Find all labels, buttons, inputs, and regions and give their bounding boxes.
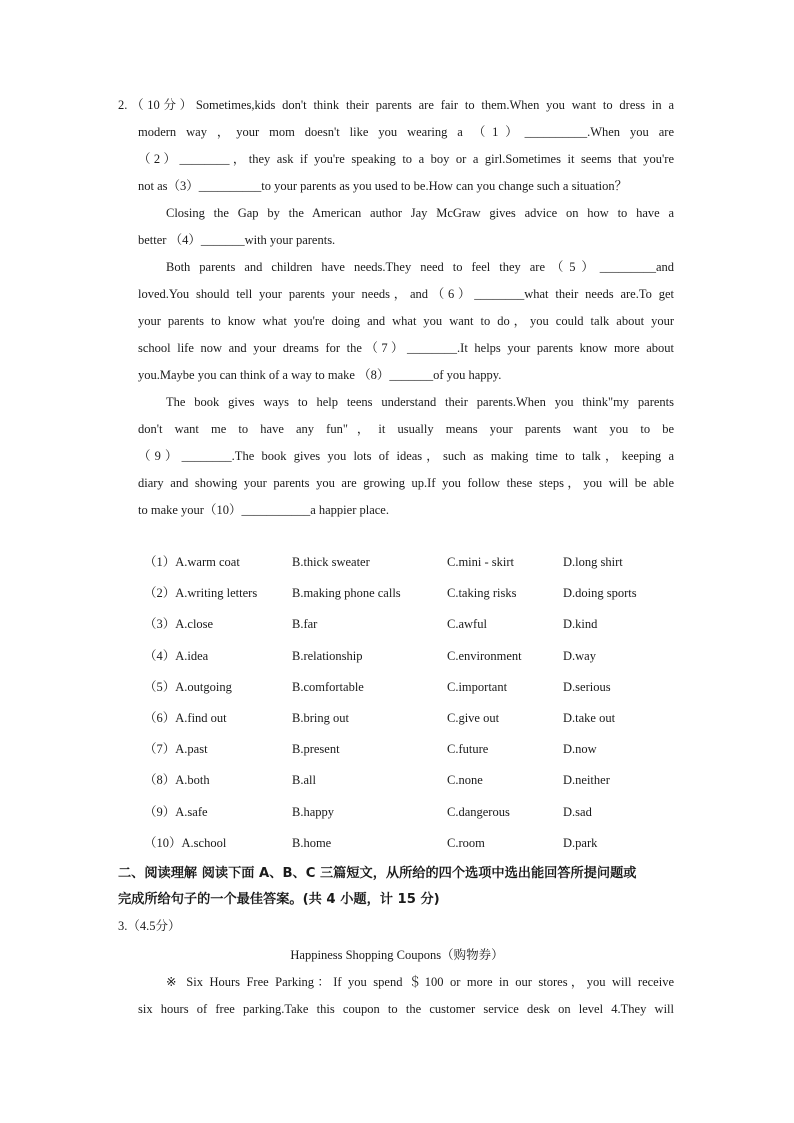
option-d: D.now [563, 742, 597, 757]
option-row [144, 765, 664, 796]
option-a: （8）A.both [144, 773, 210, 788]
passage-line: diary and showing your parents you are growing up.If you follow these steps，you will be able [138, 476, 674, 490]
passage-line: to make your（10）___________a happier place. [138, 503, 389, 517]
option-b: B.far [292, 617, 318, 632]
passage-line: The book gives ways to help teens understand their parents.When you think"my parents [166, 395, 674, 409]
option-b: B.present [292, 742, 340, 757]
option-b: B.happy [292, 804, 335, 819]
option-c: C.room [447, 835, 485, 850]
passage-line: Closing the Gap by the American author Jay McGraw gives advice on how to have a [166, 206, 674, 220]
section-heading [118, 861, 678, 913]
coupon-paragraph [138, 969, 674, 1023]
option-d: D.kind [563, 617, 598, 632]
option-row [144, 609, 664, 640]
option-row [144, 734, 664, 765]
option-d: D.park [563, 835, 598, 850]
option-a: （3）A.close [144, 617, 214, 632]
passage-line: your parents to know what you're doing and what you want to do，you could talk about your [138, 314, 674, 328]
option-d: D.take out [563, 710, 616, 725]
option-a: （6）A.find out [144, 710, 227, 725]
option-b: B.relationship [292, 648, 363, 663]
option-row [144, 547, 664, 578]
option-a: （1）A.warm coat [144, 555, 240, 569]
option-c: C.environment [447, 648, 522, 663]
option-d: D.serious [563, 679, 611, 694]
option-row [144, 641, 664, 672]
option-d: D.long shirt [563, 555, 623, 569]
passage-line: school life now and your dreams for the（7）________.It helps your parents know more about [138, 341, 674, 355]
option-row [144, 828, 664, 859]
option-b: B.thick sweater [292, 555, 370, 569]
passage-line: （2）________，they ask if you're speaking to a boy or a girl.Sometimes it seems that you're [138, 152, 674, 166]
coupon-line: six hours of free parking.Take this coupon to the customer service desk on level 4.They will [138, 1002, 674, 1016]
option-c: C.mini - skirt [447, 555, 515, 569]
option-row [144, 703, 664, 734]
option-c: C.future [447, 742, 489, 757]
passage-line: modern way ，your mom doesn't like you wearing a （1）__________.When you are [138, 125, 674, 139]
option-b: B.home [292, 835, 332, 850]
passage-line: 2.（10分）Sometimes,kids don't think their parents are fair to them.When you want to dress in a [118, 98, 674, 112]
passage-line: Both parents and children have needs.They need to feel they are（5）_________and [166, 260, 674, 274]
option-a: （5）A.outgoing [144, 679, 232, 694]
option-c: C.awful [447, 617, 487, 632]
option-c: C.dangerous [447, 804, 510, 819]
option-a: （2）A.writing letters [144, 586, 258, 601]
passage-line: better （4）_______with your parents. [138, 233, 336, 247]
passage-line: （9）________.The book gives you lots of ideas，such as making time to talk，keeping a [138, 449, 674, 463]
option-a: （10）A.school [144, 835, 227, 850]
option-c: C.none [447, 773, 483, 788]
option-b: B.all [292, 773, 316, 788]
question-3-label: 3.（4.5分） [118, 919, 181, 933]
option-d: D.doing sports [563, 586, 637, 601]
option-c: C.important [447, 679, 508, 694]
answer-options [144, 547, 664, 859]
option-d: D.neither [563, 773, 610, 788]
option-b: B.making phone calls [292, 586, 401, 601]
option-a: （9）A.safe [144, 804, 208, 819]
option-a: （4）A.idea [144, 648, 209, 663]
option-row [144, 672, 664, 703]
coupon-line: ※ Six Hours Free Parking：If you spend ＄100 or more in our stores，you will receive [166, 975, 674, 989]
question-2-passage [118, 92, 674, 524]
option-a: （7）A.past [144, 742, 208, 757]
option-b: B.comfortable [292, 679, 364, 694]
section-heading-line: 完成所给句子的一个最佳答案。(共 4 小题，计 15 分) [118, 892, 440, 907]
option-c: C.give out [447, 710, 500, 725]
coupon-title: Happiness Shopping Coupons（购物券） [290, 948, 504, 962]
option-row [144, 578, 664, 609]
passage-line: you.Maybe you can think of a way to make （8）_______of you happy. [138, 368, 502, 382]
option-d: D.sad [563, 804, 592, 819]
option-d: D.way [563, 648, 596, 663]
passage-line: don't want me to have any fun"，it usually means your parents want you to be [138, 422, 674, 436]
passage-line: loved.You should tell your parents your needs，and（6）________what their needs are.To get [138, 287, 674, 301]
option-row [144, 797, 664, 828]
section-heading-line: 二、阅读理解 阅读下面 A、B、C 三篇短文，从所给的四个选项中选出能回答所提问题或 [118, 866, 637, 881]
passage-line: not as（3）__________to your parents as you used to be.How can you change such a situation？ [138, 179, 628, 193]
option-b: B.bring out [292, 710, 349, 725]
option-c: C.taking risks [447, 586, 517, 601]
